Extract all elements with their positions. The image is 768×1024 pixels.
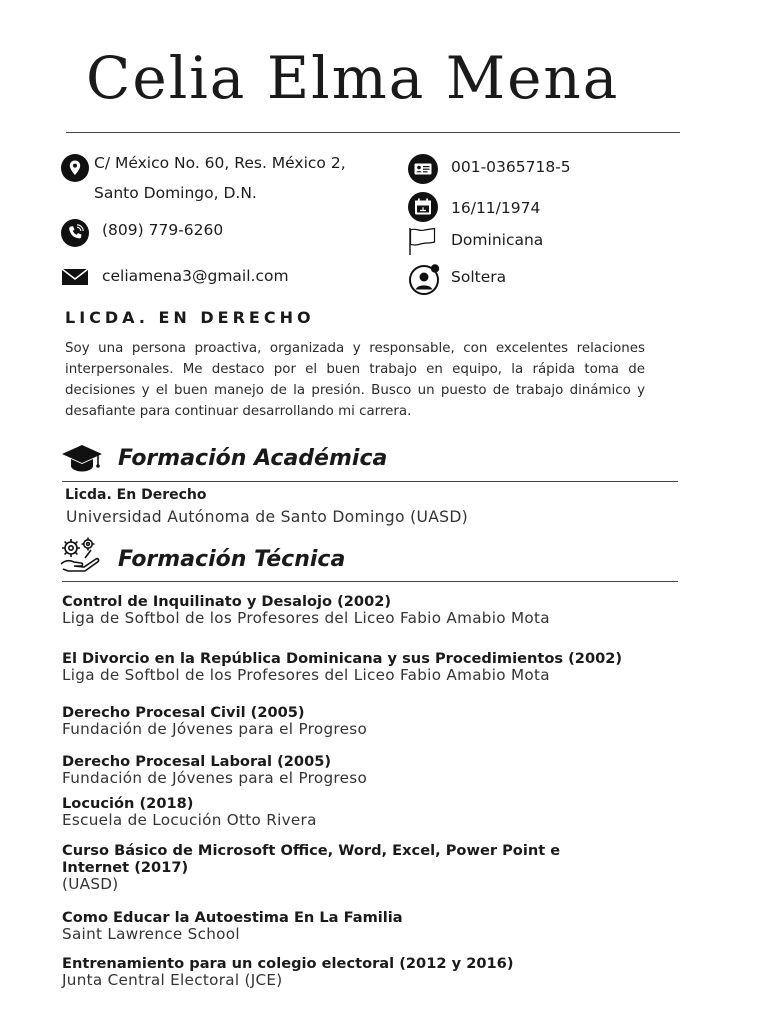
professional-title: LICDA. EN DERECHO [65,308,315,327]
training-item [62,795,682,829]
academic-divider [62,481,678,482]
gears-hand-icon [58,534,102,574]
birthdate: 16/11/1974 [451,199,541,217]
training-item [62,842,622,893]
training-title: Entrenamiento para un colegio electoral (2012 y 2016) [62,955,514,972]
location-pin-icon [61,154,89,182]
calendar-icon [408,192,438,222]
phone-icon [61,219,89,247]
training-title: Control de Inquilinato y Desalojo (2002) [62,593,392,610]
training-item [62,753,682,787]
candidate-name: Celia Elma Mena [86,44,620,112]
training-title: Curso Básico de Microsoft Office, Word, Excel, Power Point e Internet (2017) [62,842,561,876]
person-icon [408,263,440,295]
academic-institution: Universidad Autónoma de Santo Domingo (UASD) [66,508,469,526]
training-institution: Liga de Softbol de los Profesores del Liceo Fabio Amabio Mota [62,666,550,684]
training-item [62,650,682,684]
academic-degree: Licda. En Derecho [65,487,207,503]
address-line-2: Santo Domingo, D.N. [94,184,257,202]
training-item [62,593,682,627]
training-institution: Fundación de Jóvenes para el Progreso [62,720,368,738]
training-title: Locución (2018) [62,795,194,812]
envelope-icon [61,267,89,287]
technical-divider [62,581,678,582]
technical-heading: Formación Técnica [118,547,346,572]
training-item [62,909,682,943]
academic-heading: Formación Académica [118,446,388,471]
address-line-1: C/ México No. 60, Res. México 2, [94,154,346,172]
training-institution: Junta Central Electoral (JCE) [62,971,283,989]
training-institution: Fundación de Jóvenes para el Progreso [62,769,368,787]
training-title: El Divorcio en la República Dominicana y sus Procedimientos (2002) [62,650,623,667]
phone-number: (809) 779-6260 [102,221,224,239]
training-institution: Saint Lawrence School [62,925,240,943]
training-institution: Escuela de Locución Otto Rivera [62,811,317,829]
training-institution: (UASD) [62,875,119,893]
training-item [62,955,682,989]
id-number: 001-0365718-5 [451,158,571,176]
marital-status: Soltera [451,268,507,286]
profile-summary: Soy una persona proactiva, organizada y responsable, con excelentes relaciones interpersonales. Me destaco por el buen trabajo en equipo, la rápida toma de decisiones y el buen manejo de la presión. Busco un puesto de trabajo dinámico y desafiante para continuar desarrollando mi carrera. [65,341,645,419]
training-item [62,704,682,738]
flag-icon [408,226,438,256]
training-title: Derecho Procesal Civil (2005) [62,704,305,721]
id-card-icon [408,154,438,184]
graduation-cap-icon [61,443,103,475]
nationality: Dominicana [451,231,544,249]
email-address: celiamena3@gmail.com [102,267,289,285]
header-divider [66,132,680,133]
training-title: Como Educar la Autoestima En La Familia [62,909,403,926]
training-title: Derecho Procesal Laboral (2005) [62,753,332,770]
training-institution: Liga de Softbol de los Profesores del Liceo Fabio Amabio Mota [62,609,550,627]
